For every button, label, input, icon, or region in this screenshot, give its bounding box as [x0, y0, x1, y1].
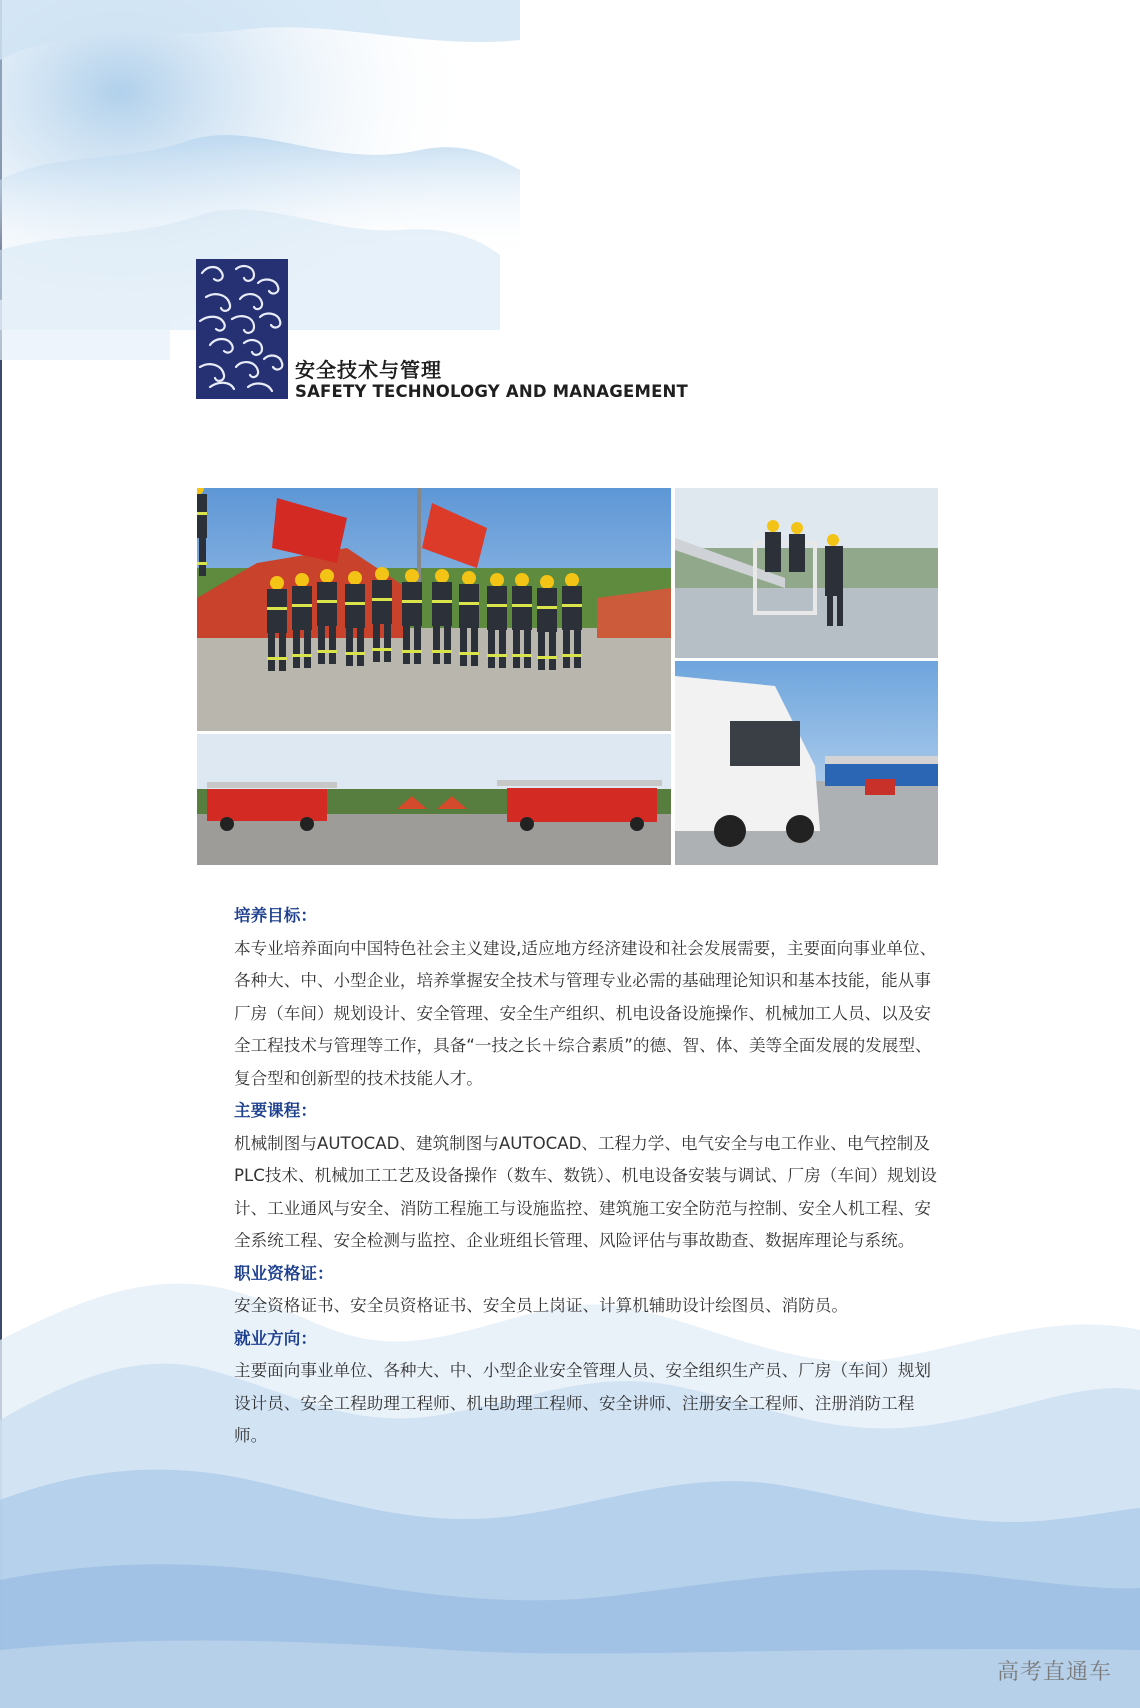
logo-block [196, 259, 288, 399]
cloud-pattern-icon [196, 259, 288, 399]
page-title-chinese: 安全技术与管理 [295, 358, 442, 382]
program-description [234, 900, 938, 1453]
fire-trucks-photo [197, 734, 671, 865]
page-title-english: SAFETY TECHNOLOGY AND MANAGEMENT [295, 382, 689, 401]
top-mountain-background [0, 0, 1140, 520]
section-career-direction [234, 1323, 938, 1453]
command-vehicle-photo [675, 661, 938, 865]
section-body: 机械制图与AUTOCAD、建筑制图与AUTOCAD、工程力学、电气安全与电工作业、电气控制及PLC技术、机械加工工艺及设备操作（数车、数铣）、机电设备安装与调试、厂房（车间）规划设计、工业通风与安全、消防工程施工与设施监控、建筑施工安全防范与控制、安全人机工程、安全系统工程、安全检测与监控、企业班组长管理、风险评估与事故勘查、数据库理论与系统。 [234, 1133, 937, 1250]
section-body: 本专业培养面向中国特色社会主义建设,适应地方经济建设和社会发展需要，主要面向事业单位、各种大、中、小型企业，培养掌握安全技术与管理专业必需的基础理论知识和基本技能，能从事厂房（车间）规划设计、安全管理、安全生产组织、机电设备设施操作、机械加工人员、以及安全工程技术与管理等工作，具备“一技之长＋综合素质”的德、智、体、美等全面发展的发展型、复合型和创新型的技术技能人才。 [234, 938, 937, 1088]
section-body: 主要面向事业单位、各种大、中、小型企业安全管理人员、安全组织生产员、厂房（车间）规划设计员、安全工程助理工程师、机电助理工程师、安全讲师、注册安全工程师、注册消防工程师。 [234, 1361, 931, 1445]
section-training-goal [234, 900, 938, 1095]
section-body: 安全资格证书、安全员资格证书、安全员上岗证、计算机辅助设计绘图员、消防员。 [234, 1296, 848, 1315]
section-main-courses [234, 1095, 938, 1258]
section-title: 主要课程： [234, 1101, 317, 1120]
firefighter-team-photo [197, 488, 671, 731]
aerial-ladder-rescue-photo [675, 488, 938, 658]
section-certificates [234, 1258, 938, 1323]
section-title: 就业方向： [234, 1328, 317, 1348]
section-title: 职业资格证： [234, 1263, 334, 1283]
section-title: 培养目标： [234, 906, 317, 925]
watermark-text: 高考直通车 [996, 1660, 1112, 1685]
